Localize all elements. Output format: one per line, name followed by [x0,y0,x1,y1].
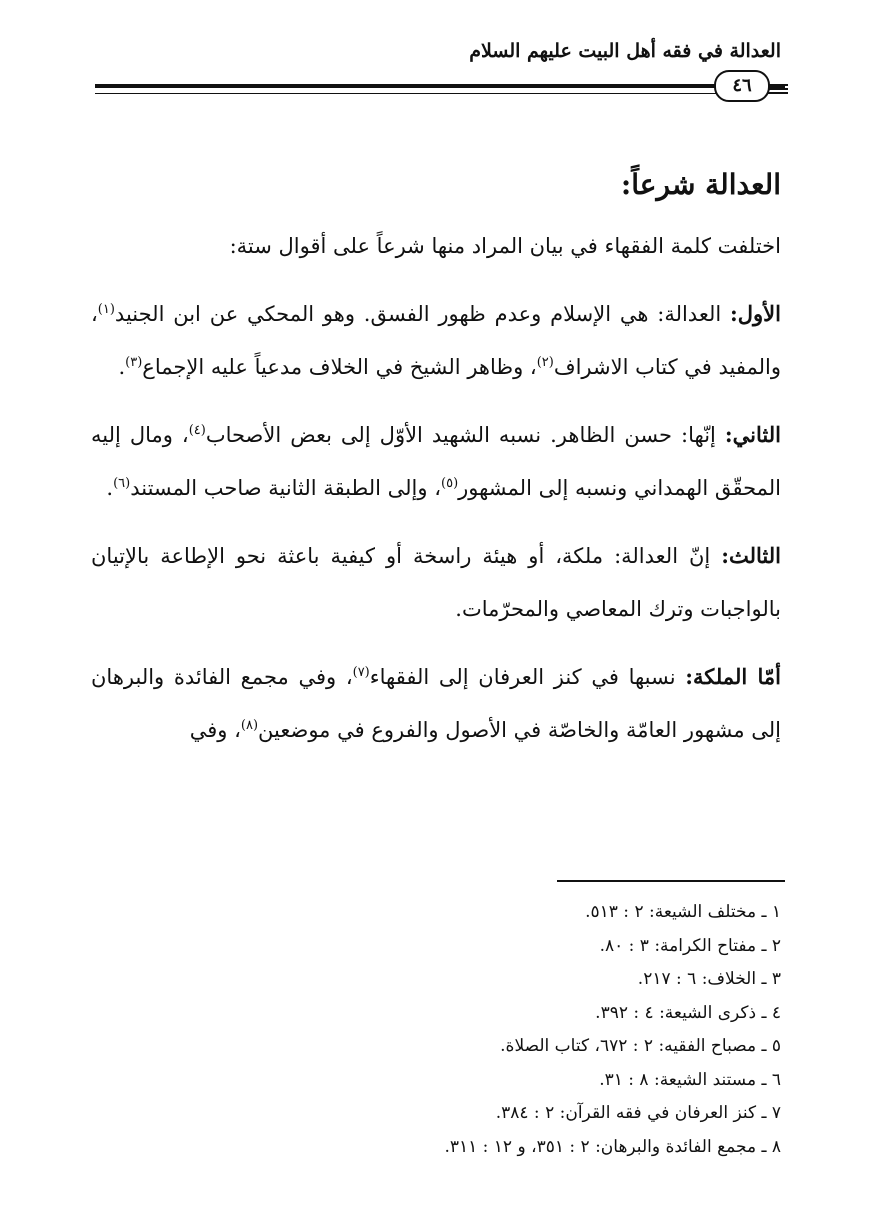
label-third: الثالث: [721,543,781,568]
header-ornament [768,84,788,94]
label-second: الثاني: [724,422,781,447]
footnote-5: ٥ ـ مصباح الفقيه: ٢ : ٦٧٢، كتاب الصلاة. [500,1036,781,1056]
text: ، ومال إليه المحقّق الهمداني ونسبه إلى المشهور [91,423,781,500]
footnote-ref-1[interactable]: (١) [97,302,115,317]
page-number: ٤٦ [714,70,770,102]
footnote-7: ٧ ـ كنز العرفان في فقه القرآن: ٢ : ٣٨٤. [495,1103,781,1123]
footnote-6: ٦ ـ مستند الشيعة: ٨ : ٣١. [599,1069,781,1090]
header-rule-thin [95,93,785,94]
text: ، وفي [189,718,241,742]
paragraph-second-opinion [91,408,781,515]
text: نسبها في كنز العرفان إلى الفقهاء [369,665,686,689]
footnote-ref-6[interactable]: (٦) [113,476,131,491]
footnote-ref-2[interactable]: (٢) [536,355,554,370]
header-rule-thick [95,84,785,88]
main-text [91,160,781,771]
footnote-8: ٨ ـ مجمع الفائدة والبرهان: ٢ : ٣٥١، و ١٢ : ٣١١. [444,1136,781,1157]
footnote-3: ٣ ـ الخلاف: ٦ : ٢١٧. [637,969,781,989]
paragraph-malaka [91,650,781,757]
intro-paragraph: اختلفت كلمة الفقهاء في بيان المراد منها شرعاً على أقوال ستة: [229,234,781,258]
text: العدالة: هي الإسلام وعدم ظهور الفسق. وهو المحكي عن ابن الجنيد [114,302,731,326]
footnote-ref-8[interactable]: (٨) [240,718,259,733]
footnote-ref-5[interactable]: (٥) [441,476,459,491]
footnote-1: ١ ـ مختلف الشيعة: ٢ : ٥١٣. [585,902,781,922]
paragraph-third-opinion [91,529,781,636]
section-heading: العدالة شرعاً: [620,168,781,201]
text: إنّها: حسن الظاهر. نسبه الشهيد الأوّل إلى بعض الأصحاب [205,423,725,447]
footnote-ref-3[interactable]: (٣) [125,355,143,370]
text: ، وظاهر الشيخ في الخلاف مدعياً عليه الإجماع [142,355,537,379]
footnote-separator [557,880,785,882]
footnote-ref-7[interactable]: (٧) [352,665,370,680]
text: ، والمفيد في كتاب الاشراف [91,302,781,379]
text: ، وإلى الطبقة الثانية صاحب المستند [130,476,441,500]
footnote-ref-4[interactable]: (٤) [188,423,206,438]
paragraph-first-opinion [91,287,781,394]
running-header-title: العدالة في فقه أهل البيت عليهم السلام [469,40,781,62]
footnote-2: ٢ ـ مفتاح الكرامة: ٣ : ٨٠. [599,935,781,956]
footnote-4: ٤ ـ ذكرى الشيعة: ٤ : ٣٩٢. [595,1002,781,1023]
text: . [106,476,114,500]
label-first: الأول: [730,301,781,326]
text: . [118,355,126,379]
label-malaka: أمّا الملكة: [685,664,781,689]
text: إنّ العدالة: ملكة، أو هيئة راسخة أو كيفية باعثة نحو الإطاعة بالإتيان بالواجبات وترك المعاصي والمحرّمات. [91,544,781,621]
footnotes [91,896,781,1164]
text: ، وفي مجمع الفائدة والبرهان إلى مشهور العامّة والخاصّة في الأصول والفروع في موضعين [91,665,781,742]
